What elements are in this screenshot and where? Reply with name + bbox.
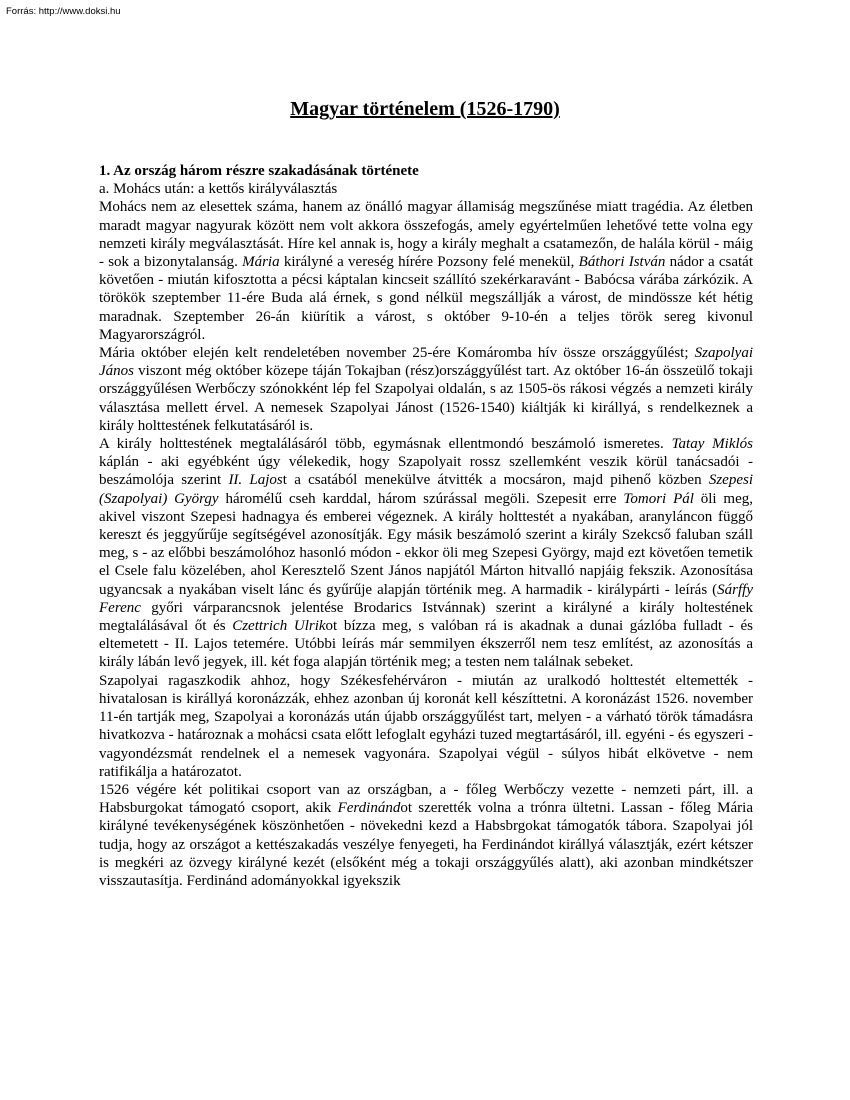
italic-name: Mária <box>242 254 280 271</box>
italic-name: Ferdinánd <box>337 800 401 817</box>
italic-name: Báthori István <box>578 254 666 271</box>
italic-name: Szapolyai János <box>99 345 753 380</box>
italic-name: Czettrich Ulrik <box>232 618 326 635</box>
italic-name: Tatay Miklós <box>671 436 753 453</box>
paragraph: Mária október elején kelt rendeletében november 25-ére Komáromba hív össze országgyűlést; Szapolyai János viszont még október közepe táján Tokajban (rész)országgyűlést tart. Az október 16-án összeülő tokaji országgyűlésen Werbőczy szónokként lép fel Szapolyai oldalán, s az 1505-ös rákosi végzés a nemzeti király választása mellett érvel. A nemesek Szapolyai Jánost (1526-1540) kiáltják ki királlyá, s rendelkeznek a király holttestének felkutatásáról is. <box>99 345 753 434</box>
italic-name: Tomori Pál <box>623 490 694 507</box>
subsection-heading: a. Mohács után: a kettős királyválasztás <box>99 181 338 198</box>
paragraph: Mohács nem az elesettek száma, hanem az önálló magyar államiság megszűnése miatt tragédia. Az életben maradt magyar nagyurak között nem volt akkora összefogás, amely egyértelműen lehetővé tette volna egy nemzeti király megválasztását. Híre kel annak is, hogy a király meghalt a csatamezőn, de halála körül - máig - sok a bizonytalanság. Mária királyné a vereség hírére Pozsony felé menekül, Báthori István nádor a csatát követően - miután kifosztotta a pécsi káptalan kincseit szállító szekérkaravánt - Babócsa várába zárkózik. A törökök szeptember 11-ére Buda alá érnek, s gond nélkül megszállják a várost, de mindössze két hétig maradnak. Szeptember 26-án kiürítik a várost, s október 9-10-én a teljes török sereg kivonul Magyarországról. <box>99 199 753 343</box>
italic-name: II. Lajos <box>228 472 283 489</box>
paragraph: Szapolyai ragaszkodik ahhoz, hogy Székesfehérváron - miután az uralkodó holttestét eltemették - hivatalosan is királlyá koronázzák, ehhez azonban új koronát kell készíttetni. A koronázást 1526. november 11-én tartják meg, Szapolyai a koronázás után újabb országgyűlést tart, melyen - a várható török támadásra hivatkozva - határoznak a mohácsi csata előtt lefoglalt egyházi tuzed megtartásáról, ill. egyéni - és egyszeri - vagyondézsmát rendelnek el a nemesek vagyonára. Szapolyai végül - súlyos hibát elkövetve - nem ratifikálja a határozatot. <box>99 672 753 780</box>
page-title: Magyar történelem (1526-1790) <box>290 98 560 120</box>
italic-name: Sárffy Ferenc <box>99 581 753 616</box>
paragraph: A király holttestének megtalálásáról több, egymásnak ellentmondó beszámoló ismeretes. Tatay Miklós káplán - aki egyébként úgy vélekedik, hogy Szapolyait rossz szellemként veszik körül tanácsadói - beszámolója szerint II. Lajost a csatából menekülve átvitték a mocsáron, majd pihenő közben Szepesi (Szapolyai) György háromélű cseh karddal, három szúrással megöli. Szepesit erre Tomori Pál öli meg, akivel viszont Szepesi hadnagya és emberei végeznek. A király holttestét a nyakában, aranyláncon függő kereszt és jeggyűrűje segítségével azonosítják. Egy másik beszámoló szerint a király Szekcső faluban száll meg, s - az előbbi beszámolóhoz hasonló módon - ekkor öli meg Szepesi György, majd ezt követően temetik el Csele falu közelében, ahol Keresztelő Szent János napjától Márton hitvalló napjáig fekszik. Azonosítása ugyancsak a nyakában viselt lánc és gyűrűje alapján történik meg. A harmadik - királypárti - leírás (Sárffy Ferenc győri várparancsnok jelentése Brodarics Istvánnak) szerint a királyné a király holtestének megtalálásával őt és Czettrich Ulrikot bízza meg, s valóban rá is akadnak a dunai gázlóba fulladt - és eltemetett - II. Lajos tetemére. Utóbbi leírás már semmilyen ékszerről nem tesz említést, az azonosítás a király lábán levő jegyek, ill. két foga alapján történik meg; a testen nem találnak sebeket. <box>99 436 754 671</box>
italic-name: Szepesi (Szapolyai) György <box>99 472 753 507</box>
paragraph: 1526 végére két politikai csoport van az országban, a - főleg Werbőczy vezette - nemzeti párt, ill. a Habsburgokat támogató csoport, akik Ferdinándot szerették volna a trónra ültetni. Lassan - főleg Mária királyné tevékenységének köszönhetően - növekedni kezd a Habsbrgokat támogatók tábora. Szapolyai jól tudja, hogy az országot a kettészakadás veszélye fenyegeti, ha Ferdinándot királlyá választják, ezért kétszer is megkéri az özvegy királyné kezét (elsőként még a tokaji országgyűlés alatt), aki azonban mindkétszer visszautasítja. Ferdinánd adományokkal igyekszik <box>99 781 753 889</box>
source-note: Forrás: http://www.doksi.hu <box>6 6 121 17</box>
document-body <box>99 162 753 890</box>
section-heading: 1. Az ország három részre szakadásának története <box>99 163 419 179</box>
